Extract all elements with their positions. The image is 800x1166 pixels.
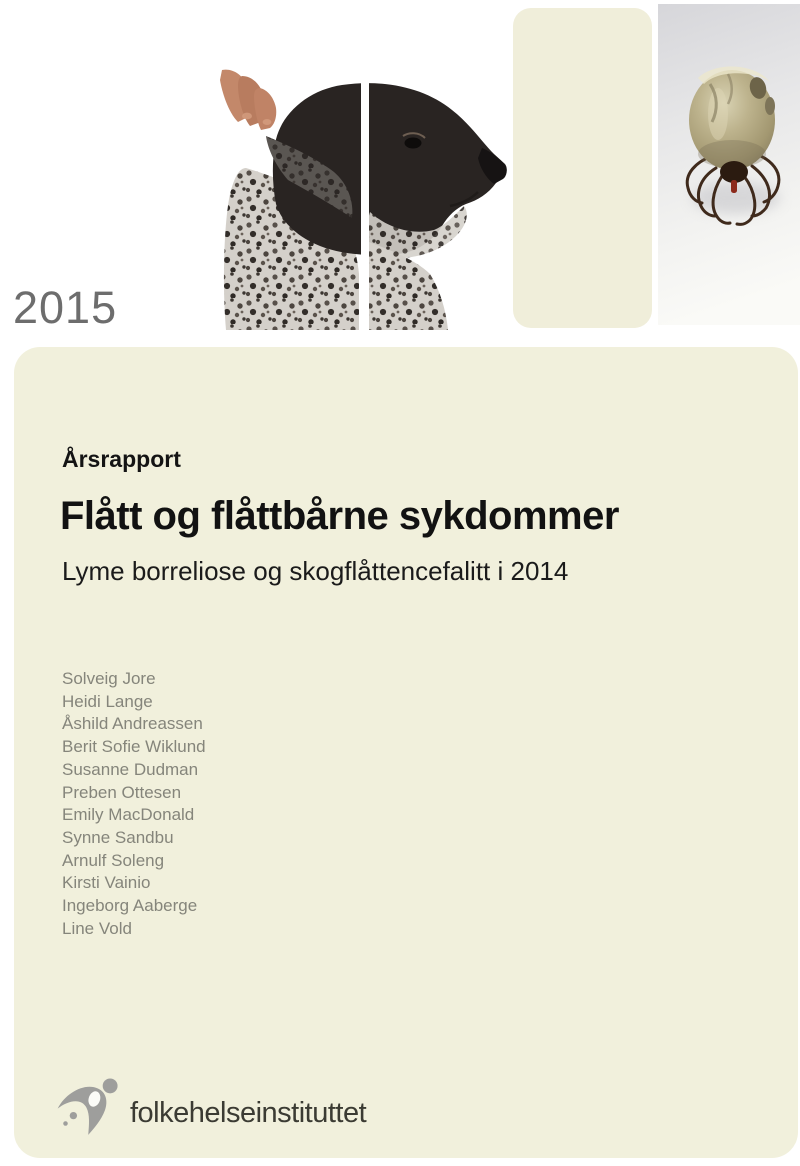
author-name: Line Vold bbox=[62, 918, 132, 938]
author-name: Ingeborg Aaberge bbox=[62, 896, 198, 916]
dog-photo-illustration bbox=[220, 64, 508, 330]
tick-photo bbox=[658, 4, 800, 325]
page-title: Flått og flåttbårne sykdommer bbox=[60, 494, 619, 538]
authors-list bbox=[62, 668, 206, 940]
year-label: 2015 bbox=[13, 282, 118, 333]
page-subtitle: Lyme borreliose og skogflåttencefalitt i 2014 bbox=[62, 556, 569, 586]
author-name: Susanne Dudman bbox=[62, 759, 199, 779]
author-name: Åshild Andreassen bbox=[62, 714, 203, 734]
publisher-logo bbox=[55, 1072, 366, 1140]
author-name: Synne Sandbu bbox=[62, 827, 174, 847]
author-name: Arnulf Soleng bbox=[62, 850, 165, 870]
dog-photo bbox=[220, 64, 508, 330]
tick-photo-illustration bbox=[658, 4, 800, 325]
publisher-name: folkehelseinstituttet bbox=[130, 1096, 367, 1129]
author-name: Heidi Lange bbox=[62, 691, 153, 711]
folkehelseinstituttet-logo-icon bbox=[55, 1072, 125, 1140]
report-type-label: Årsrapport bbox=[62, 446, 181, 472]
author-name: Solveig Jore bbox=[62, 669, 156, 688]
author-name: Emily MacDonald bbox=[62, 805, 195, 825]
author-name: Kirsti Vainio bbox=[62, 873, 151, 893]
author-name: Berit Sofie Wiklund bbox=[62, 737, 206, 757]
author-name: Preben Ottesen bbox=[62, 782, 182, 802]
divider-stripe bbox=[513, 8, 652, 328]
